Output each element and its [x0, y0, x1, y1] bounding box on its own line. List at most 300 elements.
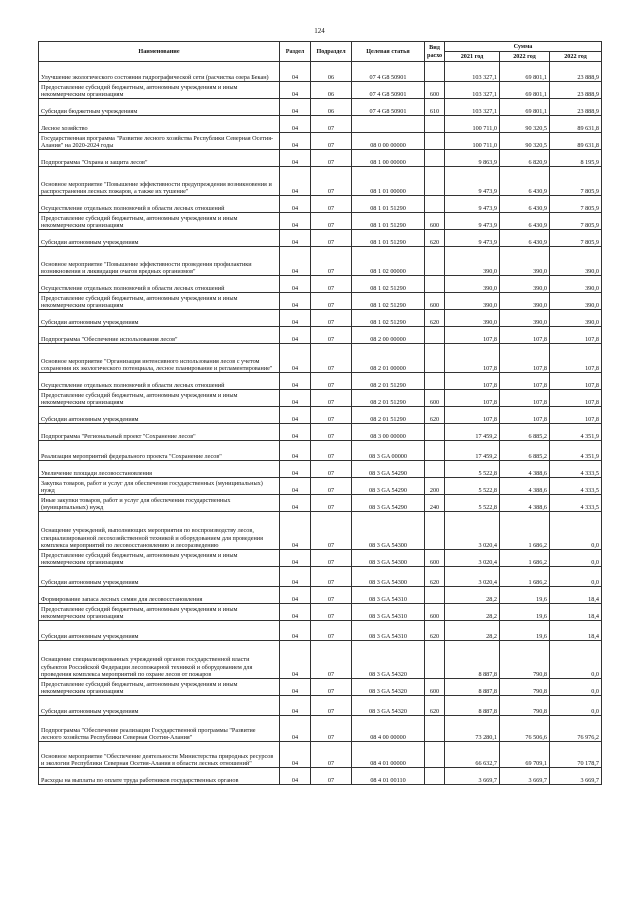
table-cell-podrazdel: 06 — [311, 82, 352, 99]
table-cell-2021: 100 711,0 — [445, 133, 500, 150]
table-cell-2022: 69 709,1 — [500, 742, 550, 768]
table-cell-csr: 08 3 GA 54300 — [352, 550, 425, 567]
table-cell-2022: 6 430,9 — [500, 230, 550, 247]
table-row — [39, 167, 602, 196]
table-cell-2023: 0,0 — [550, 641, 602, 679]
table-cell-vid: 620 — [425, 696, 445, 716]
table-cell-vid: 620 — [425, 407, 445, 424]
table-cell-razdel: 04 — [280, 550, 311, 567]
table-cell-vid: 600 — [425, 679, 445, 696]
table-cell-csr: 07 4 G8 50901 — [352, 99, 425, 116]
table-cell-2023: 4 333,5 — [550, 461, 602, 478]
table-cell-2023: 23 888,9 — [550, 62, 602, 82]
table-cell-name: Субсидии автономным учреждениям — [39, 230, 280, 247]
table-cell-name: Субсидии автономным учреждениям — [39, 621, 280, 641]
table-cell-name: Предоставление субсидий бюджетным, автономным учреждениям и иным некоммерческим организациям — [39, 82, 280, 99]
table-cell-csr — [352, 116, 425, 133]
table-cell-2023: 4 351,9 — [550, 441, 602, 461]
table-cell-podrazdel: 07 — [311, 213, 352, 230]
table-cell-vid — [425, 424, 445, 441]
table-cell-2022: 6 430,9 — [500, 213, 550, 230]
table-cell-csr: 08 1 02 00000 — [352, 247, 425, 276]
table-cell-csr: 08 3 GA 54320 — [352, 679, 425, 696]
table-cell-2021: 3 020,4 — [445, 567, 500, 587]
table-cell-csr: 08 4 00 00000 — [352, 716, 425, 742]
table-cell-razdel: 04 — [280, 82, 311, 99]
table-cell-podrazdel: 07 — [311, 167, 352, 196]
table-cell-csr: 08 1 01 51290 — [352, 196, 425, 213]
table-cell-2023: 107,8 — [550, 344, 602, 373]
table-cell-2022: 790,8 — [500, 696, 550, 716]
table-cell-name: Увеличение площади лесовосстановления — [39, 461, 280, 478]
table-cell-2023: 4 333,5 — [550, 495, 602, 512]
header-razdel: Раздел — [280, 42, 311, 62]
table-cell-csr: 08 1 01 51290 — [352, 230, 425, 247]
table-cell-podrazdel: 07 — [311, 116, 352, 133]
table-cell-razdel: 04 — [280, 641, 311, 679]
table-cell-razdel: 04 — [280, 424, 311, 441]
table-cell-csr: 08 4 01 00110 — [352, 768, 425, 785]
table-cell-csr: 08 3 GA 54300 — [352, 567, 425, 587]
table-cell-razdel: 04 — [280, 696, 311, 716]
table-cell-name: Основное мероприятие "Организация интенсивного использования лесов с учетом сохранения их экологического потенциала, лесное планирование и регламентирование" — [39, 344, 280, 373]
table-cell-2022: 1 686,2 — [500, 550, 550, 567]
table-cell-razdel: 04 — [280, 768, 311, 785]
table-cell-2021: 103 327,1 — [445, 99, 500, 116]
table-cell-2021: 107,8 — [445, 373, 500, 390]
table-row — [39, 293, 602, 310]
table-cell-2021: 3 669,7 — [445, 768, 500, 785]
table-cell-vid — [425, 742, 445, 768]
table-cell-2022: 4 388,6 — [500, 461, 550, 478]
table-cell-podrazdel: 07 — [311, 742, 352, 768]
table-cell-2022: 6 885,2 — [500, 424, 550, 441]
header-2023: 2022 год — [550, 52, 602, 62]
table-cell-name: Иные закупки товаров, работ и услуг для обеспечения государственных (муниципальных) нужд — [39, 495, 280, 512]
page-number: 124 — [314, 27, 325, 35]
table-cell-razdel: 04 — [280, 604, 311, 621]
table-cell-razdel: 04 — [280, 390, 311, 407]
table-cell-2022: 3 669,7 — [500, 768, 550, 785]
table-cell-vid — [425, 196, 445, 213]
table-cell-2023: 0,0 — [550, 696, 602, 716]
table-cell-vid — [425, 150, 445, 167]
table-cell-2022: 390,0 — [500, 276, 550, 293]
table-cell-vid — [425, 344, 445, 373]
table-cell-podrazdel: 07 — [311, 310, 352, 327]
table-cell-2021: 9 473,9 — [445, 167, 500, 196]
table-cell-2021: 28,2 — [445, 604, 500, 621]
table-cell-name: Предоставление субсидий бюджетным, автономным учреждениям и иным некоммерческим организациям — [39, 604, 280, 621]
table-cell-name: Закупка товаров, работ и услуг для обеспечения государственных (муниципальных) нужд — [39, 478, 280, 495]
table-cell-vid: 600 — [425, 293, 445, 310]
table-cell-2021: 3 020,4 — [445, 550, 500, 567]
table-row — [39, 641, 602, 679]
table-row — [39, 99, 602, 116]
table-cell-csr: 08 2 01 51290 — [352, 373, 425, 390]
table-cell-vid — [425, 276, 445, 293]
table-cell-2021: 107,8 — [445, 327, 500, 344]
table-cell-2021: 28,2 — [445, 587, 500, 604]
table-cell-vid — [425, 167, 445, 196]
table-cell-name: Реализация мероприятий федерального проекта "Сохранение лесов" — [39, 441, 280, 461]
table-cell-2021: 5 522,8 — [445, 495, 500, 512]
table-cell-2023: 23 888,9 — [550, 99, 602, 116]
table-cell-2023: 390,0 — [550, 310, 602, 327]
table-cell-razdel: 04 — [280, 62, 311, 82]
table-cell-razdel: 04 — [280, 461, 311, 478]
table-row — [39, 133, 602, 150]
table-cell-podrazdel: 06 — [311, 99, 352, 116]
table-cell-2022: 390,0 — [500, 293, 550, 310]
table-cell-vid — [425, 62, 445, 82]
table-cell-csr: 08 2 01 51290 — [352, 390, 425, 407]
table-cell-name: Подпрограмма "Обеспечение реализации Государственной программы "Развитие лесного хозяйства Республики Северная Осетия-Алания" — [39, 716, 280, 742]
table-cell-2021: 9 473,9 — [445, 230, 500, 247]
header-summa: Сумма — [445, 42, 602, 52]
table-cell-2023: 7 805,9 — [550, 196, 602, 213]
table-cell-razdel: 04 — [280, 133, 311, 150]
table-cell-2021: 28,2 — [445, 621, 500, 641]
table-cell-razdel: 04 — [280, 587, 311, 604]
table-cell-2021: 17 459,2 — [445, 441, 500, 461]
table-cell-razdel: 04 — [280, 621, 311, 641]
table-cell-name: Осуществление отдельных полномочий в области лесных отношений — [39, 276, 280, 293]
table-cell-podrazdel: 07 — [311, 390, 352, 407]
table-cell-name: Оснащение учреждений, выполняющих мероприятия по воспроизводству лесов, специализированной лесохозяйственной техникой и оборудованием для проведения комплекса мероприятий по лесовосстановлению и лесоразведению — [39, 512, 280, 550]
table-cell-podrazdel: 07 — [311, 641, 352, 679]
table-cell-2023: 4 351,9 — [550, 424, 602, 441]
table-cell-name: Осуществление отдельных полномочий в области лесных отношений — [39, 196, 280, 213]
table-cell-csr: 07 4 G8 50901 — [352, 62, 425, 82]
table-cell-name: Субсидии автономным учреждениям — [39, 407, 280, 424]
table-row — [39, 679, 602, 696]
table-cell-name: Формирование запаса лесных семян для лесовосстановления — [39, 587, 280, 604]
table-cell-2022: 6 820,9 — [500, 150, 550, 167]
table-cell-podrazdel: 07 — [311, 550, 352, 567]
table-cell-razdel: 04 — [280, 276, 311, 293]
table-cell-csr: 08 2 01 00000 — [352, 344, 425, 373]
table-cell-podrazdel: 07 — [311, 407, 352, 424]
table-cell-2021: 390,0 — [445, 310, 500, 327]
table-cell-2023: 107,8 — [550, 327, 602, 344]
table-row — [39, 390, 602, 407]
table-cell-2022: 90 320,5 — [500, 116, 550, 133]
table-cell-podrazdel: 07 — [311, 512, 352, 550]
table-cell-2021: 107,8 — [445, 390, 500, 407]
table-row — [39, 621, 602, 641]
table-cell-csr: 08 4 01 00000 — [352, 742, 425, 768]
table-cell-razdel: 04 — [280, 567, 311, 587]
table-cell-razdel: 04 — [280, 310, 311, 327]
table-cell-podrazdel: 07 — [311, 150, 352, 167]
table-row — [39, 495, 602, 512]
table-cell-2022: 76 506,6 — [500, 716, 550, 742]
table-row — [39, 247, 602, 276]
table-cell-2022: 6 885,2 — [500, 441, 550, 461]
table-cell-razdel: 04 — [280, 116, 311, 133]
header-2022: 2022 год — [500, 52, 550, 62]
table-cell-2021: 9 473,9 — [445, 196, 500, 213]
table-cell-2021: 8 887,8 — [445, 696, 500, 716]
table-cell-csr: 08 2 01 51290 — [352, 407, 425, 424]
table-cell-vid: 240 — [425, 495, 445, 512]
table-cell-csr: 08 3 GA 54290 — [352, 478, 425, 495]
table-cell-vid: 600 — [425, 550, 445, 567]
table-cell-razdel: 04 — [280, 679, 311, 696]
table-cell-csr: 08 2 00 00000 — [352, 327, 425, 344]
table-cell-2021: 8 887,8 — [445, 679, 500, 696]
table-cell-2022: 790,8 — [500, 679, 550, 696]
table-row — [39, 742, 602, 768]
table-cell-razdel: 04 — [280, 247, 311, 276]
header-2021: 2021 год — [445, 52, 500, 62]
table-cell-vid — [425, 716, 445, 742]
table-cell-name: Предоставление субсидий бюджетным, автономным учреждениям и иным некоммерческим организациям — [39, 679, 280, 696]
table-cell-podrazdel: 07 — [311, 587, 352, 604]
header-name: Наименование — [39, 42, 280, 62]
table-cell-vid — [425, 247, 445, 276]
table-cell-csr: 08 3 00 00000 — [352, 424, 425, 441]
table-cell-2022: 69 801,1 — [500, 62, 550, 82]
table-cell-2021: 107,8 — [445, 407, 500, 424]
table-cell-vid — [425, 641, 445, 679]
table-cell-razdel: 04 — [280, 344, 311, 373]
table-cell-2021: 107,8 — [445, 344, 500, 373]
table-cell-2023: 107,8 — [550, 407, 602, 424]
table-row — [39, 567, 602, 587]
table-cell-2022: 790,8 — [500, 641, 550, 679]
table-row — [39, 696, 602, 716]
table-row — [39, 716, 602, 742]
table-cell-2021: 9 863,9 — [445, 150, 500, 167]
table-cell-2022: 69 801,1 — [500, 82, 550, 99]
table-cell-csr: 08 1 02 51290 — [352, 293, 425, 310]
table-cell-podrazdel: 07 — [311, 621, 352, 641]
table-cell-2023: 0,0 — [550, 550, 602, 567]
table-cell-2023: 8 195,9 — [550, 150, 602, 167]
table-cell-razdel: 04 — [280, 441, 311, 461]
table-cell-2022: 107,8 — [500, 407, 550, 424]
table-row — [39, 116, 602, 133]
table-cell-name: Субсидии автономным учреждениям — [39, 567, 280, 587]
table-cell-2023: 0,0 — [550, 679, 602, 696]
table-row — [39, 310, 602, 327]
table-cell-name: Подпрограмма "Обеспечение использования лесов" — [39, 327, 280, 344]
table-cell-name: Подпрограмма "Охрана и защита лесов" — [39, 150, 280, 167]
table-cell-2022: 6 430,9 — [500, 196, 550, 213]
table-cell-csr: 08 3 GA 54290 — [352, 495, 425, 512]
table-cell-2023: 390,0 — [550, 247, 602, 276]
table-cell-razdel: 04 — [280, 99, 311, 116]
table-row — [39, 230, 602, 247]
table-cell-2021: 390,0 — [445, 247, 500, 276]
header-csr: Целевая статья — [352, 42, 425, 62]
table-cell-2021: 5 522,8 — [445, 478, 500, 495]
table-cell-2021: 3 020,4 — [445, 512, 500, 550]
table-cell-name: Основное мероприятие "Повышение эффективности проведения профилактики возникновения и ликвидации очагов вредных организмов" — [39, 247, 280, 276]
table-cell-podrazdel: 06 — [311, 62, 352, 82]
table-row — [39, 461, 602, 478]
table-cell-razdel: 04 — [280, 150, 311, 167]
table-cell-2023: 390,0 — [550, 276, 602, 293]
table-cell-2021: 73 280,1 — [445, 716, 500, 742]
table-cell-2023: 3 669,7 — [550, 768, 602, 785]
table-row — [39, 441, 602, 461]
table-cell-2023: 18,4 — [550, 621, 602, 641]
table-cell-2022: 19,6 — [500, 587, 550, 604]
table-cell-vid: 600 — [425, 213, 445, 230]
table-cell-csr: 08 1 01 51290 — [352, 213, 425, 230]
table-cell-2022: 69 801,1 — [500, 99, 550, 116]
table-cell-csr: 08 1 01 00000 — [352, 167, 425, 196]
table-cell-podrazdel: 07 — [311, 461, 352, 478]
table-cell-2023: 390,0 — [550, 293, 602, 310]
table-cell-csr: 08 3 GA 54300 — [352, 512, 425, 550]
table-cell-2023: 23 888,9 — [550, 82, 602, 99]
table-cell-name: Предоставление субсидий бюджетным, автономным учреждениям и иным некоммерческим организациям — [39, 390, 280, 407]
table-cell-csr: 07 4 G8 50901 — [352, 82, 425, 99]
table-cell-razdel: 04 — [280, 478, 311, 495]
table-cell-csr: 08 1 02 51290 — [352, 310, 425, 327]
header-podrazdel: Подраздел — [311, 42, 352, 62]
table-cell-2023: 18,4 — [550, 587, 602, 604]
table-cell-vid: 620 — [425, 621, 445, 641]
table-cell-razdel: 04 — [280, 293, 311, 310]
table-row — [39, 196, 602, 213]
table-cell-2023: 89 631,8 — [550, 116, 602, 133]
table-cell-name: Предоставление субсидий бюджетным, автономным учреждениям и иным некоммерческим организациям — [39, 293, 280, 310]
table-cell-podrazdel: 07 — [311, 247, 352, 276]
table-cell-vid — [425, 373, 445, 390]
table-cell-vid: 620 — [425, 567, 445, 587]
table-row — [39, 62, 602, 82]
table-cell-name: Расходы на выплаты по оплате труда работников государственных органов — [39, 768, 280, 785]
table-cell-2022: 107,8 — [500, 344, 550, 373]
table-cell-name: Субсидии автономным учреждениям — [39, 310, 280, 327]
budget-table — [38, 41, 602, 785]
table-cell-2023: 89 631,8 — [550, 133, 602, 150]
table-cell-podrazdel: 07 — [311, 293, 352, 310]
table-cell-2021: 9 473,9 — [445, 213, 500, 230]
table-row — [39, 373, 602, 390]
table-cell-razdel: 04 — [280, 196, 311, 213]
table-cell-2022: 19,6 — [500, 604, 550, 621]
table-cell-razdel: 04 — [280, 716, 311, 742]
table-cell-2023: 4 333,5 — [550, 478, 602, 495]
table-row — [39, 512, 602, 550]
table-row — [39, 424, 602, 441]
table-cell-podrazdel: 07 — [311, 344, 352, 373]
table-cell-podrazdel: 07 — [311, 696, 352, 716]
table-row — [39, 604, 602, 621]
table-cell-2021: 390,0 — [445, 276, 500, 293]
table-cell-podrazdel: 07 — [311, 196, 352, 213]
table-cell-2023: 0,0 — [550, 512, 602, 550]
table-cell-vid — [425, 327, 445, 344]
table-cell-podrazdel: 07 — [311, 230, 352, 247]
table-cell-podrazdel: 07 — [311, 716, 352, 742]
table-cell-podrazdel: 07 — [311, 495, 352, 512]
table-cell-vid: 620 — [425, 230, 445, 247]
table-cell-2023: 76 976,2 — [550, 716, 602, 742]
table-cell-2022: 90 320,5 — [500, 133, 550, 150]
table-row — [39, 550, 602, 567]
table-cell-2021: 103 327,1 — [445, 62, 500, 82]
table-cell-razdel: 04 — [280, 495, 311, 512]
table-cell-razdel: 04 — [280, 373, 311, 390]
table-cell-vid — [425, 587, 445, 604]
table-cell-vid: 200 — [425, 478, 445, 495]
table-cell-name: Осуществление отдельных полномочий в области лесных отношений — [39, 373, 280, 390]
table-cell-2023: 7 805,9 — [550, 230, 602, 247]
table-cell-name: Лесное хозяйство — [39, 116, 280, 133]
table-cell-name: Предоставление субсидий бюджетным, автономным учреждениям и иным некоммерческим организациям — [39, 213, 280, 230]
table-cell-razdel: 04 — [280, 327, 311, 344]
table-cell-csr: 08 3 GA 54290 — [352, 461, 425, 478]
table-cell-podrazdel: 07 — [311, 768, 352, 785]
table-cell-2021: 103 327,1 — [445, 82, 500, 99]
table-cell-csr: 08 3 GA 54310 — [352, 604, 425, 621]
table-cell-2021: 17 459,2 — [445, 424, 500, 441]
table-cell-vid — [425, 116, 445, 133]
table-row — [39, 478, 602, 495]
table-row — [39, 587, 602, 604]
table-cell-csr: 08 1 02 51290 — [352, 276, 425, 293]
table-cell-razdel: 04 — [280, 230, 311, 247]
table-cell-csr: 08 3 GA 54320 — [352, 641, 425, 679]
table-cell-vid — [425, 441, 445, 461]
table-cell-podrazdel: 07 — [311, 373, 352, 390]
table-row — [39, 768, 602, 785]
table-cell-2022: 107,8 — [500, 390, 550, 407]
table-cell-2022: 4 388,6 — [500, 495, 550, 512]
table-cell-2021: 390,0 — [445, 293, 500, 310]
table-cell-2023: 7 805,9 — [550, 213, 602, 230]
table-cell-name: Основное мероприятие "Повышение эффективности предупреждения возникновения и распространения лесных пожаров, а также их тушение" — [39, 167, 280, 196]
table-row — [39, 327, 602, 344]
table-cell-vid: 600 — [425, 390, 445, 407]
table-cell-podrazdel: 07 — [311, 441, 352, 461]
table-cell-vid: 620 — [425, 310, 445, 327]
table-cell-2023: 107,8 — [550, 390, 602, 407]
table-cell-2022: 4 388,6 — [500, 478, 550, 495]
table-cell-razdel: 04 — [280, 213, 311, 230]
table-cell-csr: 08 1 00 00000 — [352, 150, 425, 167]
table-cell-vid: 600 — [425, 82, 445, 99]
table-cell-csr: 08 3 GA 54310 — [352, 587, 425, 604]
table-cell-name: Государственная программа "Развитие лесного хозяйства Республики Северная Осетия-Алания" на 2020-2024 годы — [39, 133, 280, 150]
table-cell-csr: 08 3 GA 00000 — [352, 441, 425, 461]
table-cell-name: Оснащение специализированных учреждений органов государственной власти субъектов Российской Федерации лесопожарной техникой и оборудованием для проведения комплекса мероприятий по охране лесов от пожаров — [39, 641, 280, 679]
table-cell-vid — [425, 461, 445, 478]
table-cell-2022: 19,6 — [500, 621, 550, 641]
table-cell-podrazdel: 07 — [311, 679, 352, 696]
table-cell-name: Подпрограмма "Региональный проект "Сохранение лесов" — [39, 424, 280, 441]
table-cell-name: Субсидии автономным учреждениям — [39, 696, 280, 716]
table-cell-2023: 70 178,7 — [550, 742, 602, 768]
table-cell-vid: 610 — [425, 99, 445, 116]
table-cell-2022: 390,0 — [500, 310, 550, 327]
table-cell-2022: 1 686,2 — [500, 567, 550, 587]
table-cell-razdel: 04 — [280, 512, 311, 550]
table-cell-2023: 0,0 — [550, 567, 602, 587]
table-row — [39, 150, 602, 167]
table-cell-vid — [425, 133, 445, 150]
table-cell-razdel: 04 — [280, 407, 311, 424]
table-cell-2022: 1 686,2 — [500, 512, 550, 550]
table-row — [39, 407, 602, 424]
